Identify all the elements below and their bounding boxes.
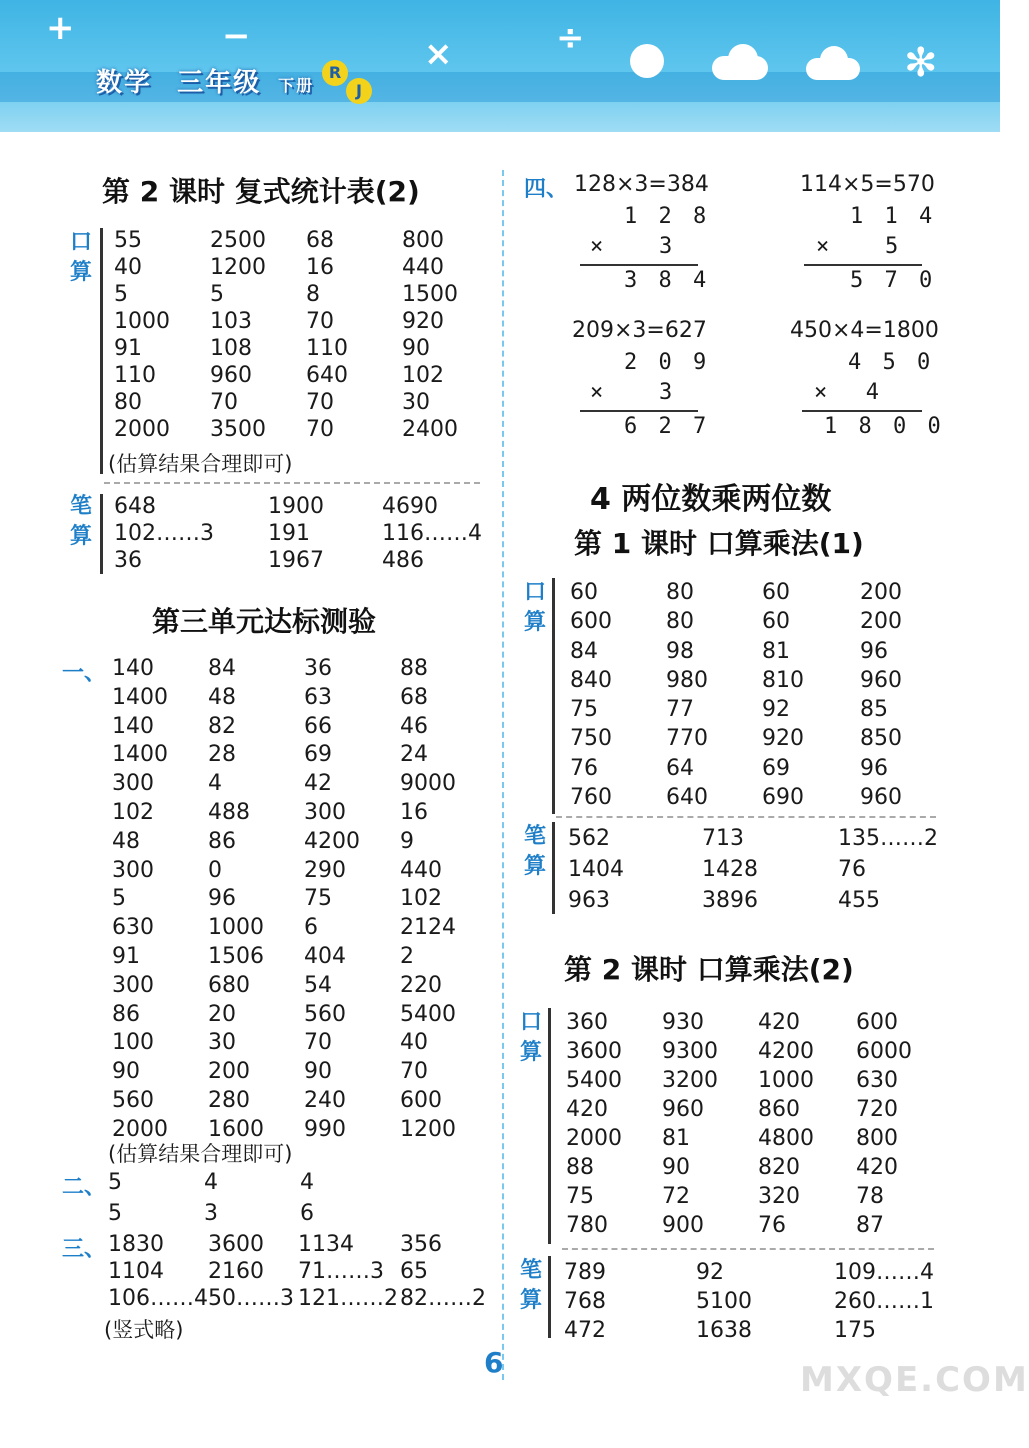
answer-cell: 5400 bbox=[400, 1001, 456, 1027]
answer-cell: 1400 bbox=[112, 742, 168, 768]
answer-cell: 75 bbox=[566, 1184, 594, 1209]
answer-cell: 69 bbox=[762, 755, 790, 781]
question-3-label: 三、 bbox=[62, 1237, 107, 1262]
answer-cell: 220 bbox=[400, 972, 442, 998]
answer-cell: 48 bbox=[112, 828, 140, 854]
answer-cell: 320 bbox=[758, 1184, 800, 1209]
answer-cell: 200 bbox=[208, 1059, 250, 1085]
bisuan-label: 笔 算 bbox=[523, 824, 546, 879]
answer-cell: 28 bbox=[208, 742, 236, 768]
question-4-label: 四、 bbox=[524, 177, 569, 202]
answer-cell: 91 bbox=[112, 943, 140, 969]
answer-cell: 82 bbox=[208, 713, 236, 739]
multiplication-128x3: 128×3=384 1 2 8 × 3 3 8 4 bbox=[574, 172, 711, 293]
answer-cell: 102……3 bbox=[114, 521, 214, 546]
answer-cell: 36 bbox=[114, 548, 142, 573]
answer-cell: 404 bbox=[304, 943, 346, 969]
answer-cell: 46 bbox=[400, 713, 428, 739]
answer-cell: 91 bbox=[114, 336, 142, 361]
unit4-title: 4 两位数乘两位数 bbox=[590, 482, 832, 517]
bisuan-label: 笔 算 bbox=[519, 1258, 542, 1313]
answer-cell: 1200 bbox=[210, 255, 266, 280]
answer-cell: 92 bbox=[762, 697, 790, 723]
answer-cell: 630 bbox=[112, 915, 154, 941]
answer-cell: 3500 bbox=[210, 417, 266, 442]
answer-cell: 789 bbox=[564, 1260, 606, 1285]
answer-cell: 2400 bbox=[402, 417, 458, 442]
answer-cell: 820 bbox=[758, 1155, 800, 1180]
answer-cell: 960 bbox=[210, 363, 252, 388]
answer-cell: 800 bbox=[856, 1126, 898, 1151]
answer-cell: 81 bbox=[762, 638, 790, 664]
answer-cell: 71……3 bbox=[298, 1259, 384, 1284]
answer-cell: 980 bbox=[666, 667, 708, 693]
answer-cell: 640 bbox=[666, 785, 708, 811]
answer-cell: 86 bbox=[208, 828, 236, 854]
answer-cell: 40 bbox=[400, 1030, 428, 1056]
answer-cell: 1967 bbox=[268, 548, 324, 573]
answer-cell: 90 bbox=[112, 1059, 140, 1085]
answer-cell: 960 bbox=[860, 785, 902, 811]
answer-cell: 200 bbox=[860, 609, 902, 635]
answer-cell: 1900 bbox=[268, 494, 324, 519]
answer-cell: 9300 bbox=[662, 1039, 718, 1064]
rj-badge-r: R bbox=[322, 60, 348, 86]
answer-cell: 5 bbox=[112, 886, 126, 912]
answer-cell: 102 bbox=[112, 799, 154, 825]
answer-cell: 5 bbox=[108, 1201, 122, 1226]
answer-cell: 60 bbox=[762, 609, 790, 635]
subject-label: 数学 bbox=[96, 68, 153, 98]
answer-cell: 9 bbox=[400, 828, 414, 854]
answer-cell: 175 bbox=[834, 1318, 876, 1343]
answer-cell: 60 bbox=[762, 580, 790, 605]
answer-cell: 750 bbox=[570, 726, 612, 752]
answer-cell: 76 bbox=[570, 755, 598, 781]
answer-cell: 990 bbox=[304, 1116, 346, 1142]
answer-cell: 5100 bbox=[696, 1289, 752, 1314]
answer-cell: 75 bbox=[304, 886, 332, 912]
answer-cell: 770 bbox=[666, 726, 708, 752]
section-title-lesson2-mult: 第 2 课时 口算乘法(2) bbox=[564, 953, 854, 986]
watermark-logo: MXQE.COM bbox=[800, 1360, 1029, 1400]
answer-cell: 110 bbox=[306, 336, 348, 361]
answer-cell: 680 bbox=[208, 972, 250, 998]
answer-cell: 4690 bbox=[382, 494, 438, 519]
answer-cell: 81 bbox=[662, 1126, 690, 1151]
answer-cell: 860 bbox=[758, 1097, 800, 1122]
answer-cell: 455 bbox=[838, 888, 880, 913]
answer-cell: 60 bbox=[570, 580, 598, 605]
answer-cell: 630 bbox=[856, 1068, 898, 1093]
column-divider bbox=[502, 170, 504, 1380]
answer-cell: 562 bbox=[568, 826, 610, 851]
answer-cell: 240 bbox=[304, 1087, 346, 1113]
answer-cell: 40 bbox=[114, 255, 142, 280]
answer-cell: 88 bbox=[400, 656, 428, 681]
answer-cell: 1506 bbox=[208, 943, 264, 969]
answer-cell: 85 bbox=[860, 697, 888, 723]
answer-cell: 600 bbox=[570, 609, 612, 635]
header-banner bbox=[0, 0, 1000, 132]
answer-cell: 80 bbox=[666, 580, 694, 605]
answer-cell: 106……4 bbox=[108, 1286, 208, 1311]
answer-cell: 4800 bbox=[758, 1126, 814, 1151]
answer-cell: 77 bbox=[666, 697, 694, 723]
answer-cell: 102 bbox=[402, 363, 444, 388]
answer-cell: 69 bbox=[304, 742, 332, 768]
answer-cell: 920 bbox=[762, 726, 804, 752]
answer-cell: 280 bbox=[208, 1087, 250, 1113]
answer-cell: 98 bbox=[666, 638, 694, 664]
answer-cell: 260……1 bbox=[834, 1289, 934, 1314]
volume-label: 下册 bbox=[278, 76, 315, 95]
answer-cell: 68 bbox=[306, 228, 334, 253]
answer-cell: 121……2 bbox=[298, 1286, 398, 1311]
answer-cell: 1404 bbox=[568, 857, 624, 882]
answer-cell: 472 bbox=[564, 1318, 606, 1343]
answer-cell: 2000 bbox=[114, 417, 170, 442]
answer-cell: 6 bbox=[300, 1201, 314, 1226]
answer-cell: 96 bbox=[860, 755, 888, 781]
answer-cell: 80 bbox=[666, 609, 694, 635]
grade-label: 三年级 bbox=[177, 68, 262, 98]
answer-cell: 4 bbox=[208, 771, 222, 797]
answer-cell: 768 bbox=[564, 1289, 606, 1314]
answer-cell: 930 bbox=[662, 1010, 704, 1035]
answer-cell: 140 bbox=[112, 656, 154, 681]
answer-cell: 0 bbox=[208, 857, 222, 883]
answer-cell: 72 bbox=[662, 1184, 690, 1209]
answer-cell: 84 bbox=[570, 638, 598, 664]
answer-cell: 640 bbox=[306, 363, 348, 388]
dashed-separator bbox=[104, 482, 480, 484]
answer-cell: 8 bbox=[306, 282, 320, 307]
dashed-separator bbox=[556, 816, 936, 818]
answer-cell: 24 bbox=[400, 742, 428, 768]
answer-cell: 690 bbox=[762, 785, 804, 811]
section-title-lesson2-stats: 第 2 课时 复式统计表(2) bbox=[102, 175, 420, 208]
answer-cell: 2160 bbox=[208, 1259, 264, 1284]
answer-cell: 84 bbox=[208, 656, 236, 681]
answer-cell: 54 bbox=[304, 972, 332, 998]
answer-cell: 76 bbox=[758, 1213, 786, 1238]
answer-cell: 1000 bbox=[114, 309, 170, 334]
answer-cell: 3200 bbox=[662, 1068, 718, 1093]
answer-cell: 356 bbox=[400, 1232, 442, 1257]
answer-cell: 75 bbox=[570, 697, 598, 723]
answer-cell: 900 bbox=[662, 1213, 704, 1238]
answer-cell: 780 bbox=[566, 1213, 608, 1238]
answer-cell: 70 bbox=[304, 1030, 332, 1056]
vertical-rule bbox=[548, 1256, 551, 1338]
question-1-label: 一、 bbox=[62, 661, 107, 686]
answer-cell: 103 bbox=[210, 309, 252, 334]
answer-cell: 800 bbox=[402, 228, 444, 253]
minus-icon: − bbox=[222, 16, 251, 56]
answer-cell: 600 bbox=[856, 1010, 898, 1035]
times-icon: × bbox=[424, 34, 453, 74]
section-title-unit3-test: 第三单元达标测验 bbox=[152, 605, 377, 638]
answer-cell: 3896 bbox=[702, 888, 758, 913]
answer-cell: 2 bbox=[400, 943, 414, 969]
answer-cell: 1104 bbox=[108, 1259, 164, 1284]
answer-cell: 5 bbox=[108, 1170, 122, 1195]
answer-cell: 70 bbox=[400, 1059, 428, 1085]
answer-cell: 1500 bbox=[402, 282, 458, 307]
answer-cell: 2500 bbox=[210, 228, 266, 253]
answer-cell: 70 bbox=[306, 390, 334, 415]
answer-cell: 963 bbox=[568, 888, 610, 913]
answer-cell: 96 bbox=[208, 886, 236, 912]
answer-cell: 5 bbox=[210, 282, 224, 307]
kousuan-label: 口 算 bbox=[69, 230, 92, 285]
answer-cell: 440 bbox=[402, 255, 444, 280]
estimate-note: (估算结果合理即可) bbox=[108, 452, 293, 476]
answer-cell: 102 bbox=[400, 886, 442, 912]
answer-cell: 200 bbox=[860, 580, 902, 605]
answer-cell: 1000 bbox=[208, 915, 264, 941]
vertical-rule bbox=[552, 578, 555, 814]
answer-cell: 300 bbox=[112, 972, 154, 998]
vertical-rule bbox=[100, 228, 103, 474]
answer-cell: 96 bbox=[860, 638, 888, 664]
answer-cell: 960 bbox=[860, 667, 902, 693]
answer-cell: 140 bbox=[112, 713, 154, 739]
answer-cell: 5 bbox=[114, 282, 128, 307]
answer-cell: 116……4 bbox=[382, 521, 482, 546]
answer-cell: 4 bbox=[300, 1170, 314, 1195]
kousuan-label: 口 算 bbox=[519, 1010, 542, 1065]
answer-cell: 78 bbox=[856, 1184, 884, 1209]
estimate-note: (估算结果合理即可) bbox=[108, 1142, 293, 1166]
answer-cell: 1400 bbox=[112, 684, 168, 710]
answer-cell: 1830 bbox=[108, 1232, 164, 1257]
answer-cell: 109……4 bbox=[834, 1260, 934, 1285]
answer-cell: 300 bbox=[304, 799, 346, 825]
answer-cell: 82……2 bbox=[400, 1286, 486, 1311]
answer-cell: 4200 bbox=[304, 828, 360, 854]
answer-cell: 90 bbox=[304, 1059, 332, 1085]
answer-cell: 87 bbox=[856, 1213, 884, 1238]
answer-cell: 1428 bbox=[702, 857, 758, 882]
answer-cell: 20 bbox=[208, 1001, 236, 1027]
page-number: 6 bbox=[484, 1346, 504, 1379]
answer-cell: 90 bbox=[662, 1155, 690, 1180]
dashed-separator bbox=[562, 1248, 934, 1250]
answer-cell: 30 bbox=[208, 1030, 236, 1056]
answer-cell: 1638 bbox=[696, 1318, 752, 1343]
answer-cell: 3 bbox=[204, 1201, 218, 1226]
snowflake-icon: ✻ bbox=[904, 40, 938, 86]
answer-cell: 420 bbox=[566, 1097, 608, 1122]
answer-cell: 290 bbox=[304, 857, 346, 883]
answer-cell: 713 bbox=[702, 826, 744, 851]
answer-cell: 420 bbox=[856, 1155, 898, 1180]
answer-cell: 3600 bbox=[208, 1232, 264, 1257]
answer-cell: 2124 bbox=[400, 915, 456, 941]
plus-icon: + bbox=[46, 8, 75, 48]
answer-cell: 850 bbox=[860, 726, 902, 752]
answer-cell: 76 bbox=[838, 857, 866, 882]
answer-cell: 6000 bbox=[856, 1039, 912, 1064]
answer-cell: 100 bbox=[112, 1030, 154, 1056]
answer-cell: 16 bbox=[306, 255, 334, 280]
answer-cell: 191 bbox=[268, 521, 310, 546]
vertical-rule bbox=[548, 1008, 551, 1244]
multiplication-209x3: 209×3=627 2 0 9 × 3 6 2 7 bbox=[572, 318, 711, 439]
vertical-rule bbox=[100, 494, 103, 574]
answer-cell: 50……3 bbox=[208, 1286, 294, 1311]
question-2-label: 二、 bbox=[62, 1175, 107, 1200]
answer-cell: 488 bbox=[208, 799, 250, 825]
answer-cell: 70 bbox=[306, 417, 334, 442]
answer-cell: 92 bbox=[696, 1260, 724, 1285]
answer-cell: 63 bbox=[304, 684, 332, 710]
answer-cell: 90 bbox=[402, 336, 430, 361]
answer-cell: 420 bbox=[758, 1010, 800, 1035]
answer-cell: 55 bbox=[114, 228, 142, 253]
answer-cell: 300 bbox=[112, 857, 154, 883]
answer-cell: 300 bbox=[112, 771, 154, 797]
answer-cell: 560 bbox=[112, 1087, 154, 1113]
answer-cell: 36 bbox=[304, 656, 332, 681]
answer-cell: 64 bbox=[666, 755, 694, 781]
answer-cell: 42 bbox=[304, 771, 332, 797]
answer-cell: 1134 bbox=[298, 1232, 354, 1257]
answer-cell: 360 bbox=[566, 1010, 608, 1035]
answer-cell: 2000 bbox=[112, 1116, 168, 1142]
answer-cell: 65 bbox=[400, 1259, 428, 1284]
sun-icon bbox=[630, 44, 664, 78]
vertical-rule bbox=[552, 822, 555, 914]
answer-cell: 560 bbox=[304, 1001, 346, 1027]
answer-cell: 80 bbox=[114, 390, 142, 415]
bisuan-label: 笔 算 bbox=[69, 494, 92, 549]
divide-icon: ÷ bbox=[556, 18, 585, 58]
answer-cell: 486 bbox=[382, 548, 424, 573]
answer-cell: 48 bbox=[208, 684, 236, 710]
answer-cell: 840 bbox=[570, 667, 612, 693]
multiplication-450x4: 450×4=1800 4 5 0 × 4 1 8 0 0 bbox=[790, 318, 945, 439]
answer-cell: 70 bbox=[210, 390, 238, 415]
answer-cell: 68 bbox=[400, 684, 428, 710]
answer-cell: 810 bbox=[762, 667, 804, 693]
answer-cell: 70 bbox=[306, 309, 334, 334]
answer-cell: 960 bbox=[662, 1097, 704, 1122]
answer-cell: 1000 bbox=[758, 1068, 814, 1093]
answer-cell: 4 bbox=[204, 1170, 218, 1195]
answer-cell: 648 bbox=[114, 494, 156, 519]
answer-cell: 3600 bbox=[566, 1039, 622, 1064]
answer-cell: 4200 bbox=[758, 1039, 814, 1064]
answer-cell: 1600 bbox=[208, 1116, 264, 1142]
answer-cell: 108 bbox=[210, 336, 252, 361]
vertical-omitted-note: (竖式略) bbox=[104, 1318, 184, 1342]
rj-badge-j: J bbox=[346, 78, 372, 104]
answer-cell: 30 bbox=[402, 390, 430, 415]
kousuan-label: 口 算 bbox=[523, 580, 546, 635]
answer-cell: 5400 bbox=[566, 1068, 622, 1093]
answer-cell: 440 bbox=[400, 857, 442, 883]
answer-cell: 110 bbox=[114, 363, 156, 388]
section-title-lesson1-mult: 第 1 课时 口算乘法(1) bbox=[574, 527, 864, 560]
book-title bbox=[96, 62, 314, 99]
answer-cell: 1200 bbox=[400, 1116, 456, 1142]
answer-cell: 6 bbox=[304, 915, 318, 941]
answer-cell: 135……2 bbox=[838, 826, 938, 851]
multiplication-114x5: 114×5=570 1 1 4 × 5 5 7 0 bbox=[800, 172, 937, 293]
answer-cell: 88 bbox=[566, 1155, 594, 1180]
answer-cell: 86 bbox=[112, 1001, 140, 1027]
answer-cell: 760 bbox=[570, 785, 612, 811]
answer-cell: 720 bbox=[856, 1097, 898, 1122]
answer-cell: 66 bbox=[304, 713, 332, 739]
answer-cell: 2000 bbox=[566, 1126, 622, 1151]
answer-cell: 600 bbox=[400, 1087, 442, 1113]
answer-cell: 920 bbox=[402, 309, 444, 334]
answer-cell: 9000 bbox=[400, 771, 456, 797]
answer-cell: 16 bbox=[400, 799, 428, 825]
